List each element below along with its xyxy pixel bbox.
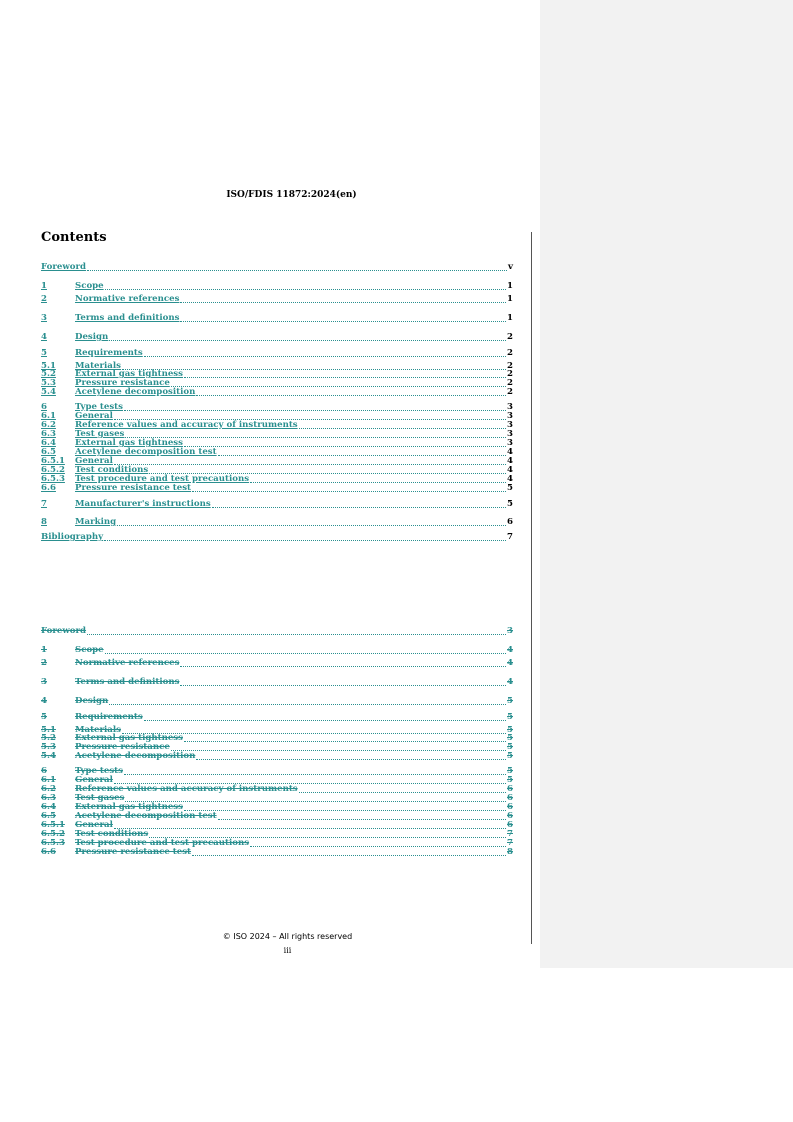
toc-entry-page: 3 — [507, 429, 513, 439]
toc-entry-page: 7 — [507, 838, 513, 848]
toc-entry-number: 6 — [41, 766, 47, 776]
toc-entry-title: Acetylene decomposition — [75, 387, 196, 397]
toc-entry-number: 6.5.2 — [41, 465, 65, 475]
toc-entry-number: 1 — [41, 281, 47, 291]
toc-entry-number: 1 — [41, 645, 47, 655]
toc-entry-title: External gas tightness — [75, 369, 183, 379]
toc-entry[interactable] — [41, 658, 513, 669]
page-number: iii — [283, 946, 292, 955]
toc-entry-title: Requirements — [75, 348, 143, 358]
toc-entry-number: 5.2 — [41, 733, 56, 743]
toc-entry-page: 4 — [507, 447, 513, 457]
toc-entry-number: 6.4 — [41, 438, 56, 448]
toc-entry-number: 6.4 — [41, 802, 56, 812]
toc-entry-page: 4 — [507, 456, 513, 466]
toc-entry-number: Foreword — [41, 626, 87, 636]
toc-entry-page: 5 — [507, 483, 513, 493]
toc-entry[interactable] — [41, 626, 513, 637]
toc-entry-page: 7 — [507, 829, 513, 839]
comment-pane — [540, 0, 793, 968]
toc-entry-page: 6 — [507, 820, 513, 830]
toc-entry-title: Reference values and accuracy of instruments — [75, 420, 298, 430]
toc-entry-page: 4 — [507, 677, 513, 687]
toc-entry-number: 6.1 — [41, 411, 56, 421]
toc-entry[interactable] — [41, 499, 513, 510]
toc-entry-page: 1 — [507, 294, 513, 304]
toc-leader-dots — [117, 525, 506, 526]
toc-leader-dots — [144, 720, 506, 721]
toc-entry-title: Acetylene decomposition test — [75, 811, 217, 821]
toc-entry-title: Type tests — [75, 402, 123, 412]
toc-entry-number: 5.3 — [41, 742, 56, 752]
toc-entry-number: 5.3 — [41, 378, 56, 388]
toc-entry-number: 6.5.2 — [41, 829, 65, 839]
toc-entry-number: 6.5.1 — [41, 820, 65, 830]
toc-entry-number: 6.5.3 — [41, 838, 65, 848]
toc-entry-title: Test conditions — [75, 829, 149, 839]
toc-entry-page: 3 — [507, 420, 513, 430]
toc-entry-page: 5 — [507, 725, 513, 735]
toc-entry-page: 6 — [507, 802, 513, 812]
toc-entry-page: 5 — [507, 733, 513, 743]
toc-entry-title: External gas tightness — [75, 733, 183, 743]
toc-entry-title: Normative references — [75, 294, 180, 304]
toc-entry-number: 8 — [41, 517, 47, 527]
toc-entry-page: 1 — [507, 313, 513, 323]
toc-leader-dots — [196, 395, 506, 396]
toc-entry-number: 5.1 — [41, 725, 56, 735]
toc-entry-page: 6 — [507, 811, 513, 821]
toc-entry[interactable] — [41, 313, 513, 324]
toc-entry-page: 5 — [507, 766, 513, 776]
toc-entry-number: 5.1 — [41, 361, 56, 371]
toc-entry-number: 6.2 — [41, 784, 56, 794]
toc-leader-dots — [87, 634, 506, 635]
toc-entry-page: 4 — [507, 645, 513, 655]
toc-entry-title: Design — [75, 696, 109, 706]
toc-entry-title: Acetylene decomposition test — [75, 447, 217, 457]
toc-entry-number: 6.6 — [41, 483, 56, 493]
toc-entry-number: 6.2 — [41, 420, 56, 430]
toc-entry[interactable] — [41, 532, 513, 543]
toc-entry-title: Marking — [75, 517, 117, 527]
toc-entry[interactable] — [41, 348, 513, 359]
toc-entry-number: 6.5.3 — [41, 474, 65, 484]
toc-entry-title: Materials — [75, 725, 121, 735]
toc-entry-number: 3 — [41, 677, 47, 687]
toc-entry-title: Pressure resistance — [75, 378, 170, 388]
toc-leader-dots — [180, 321, 506, 322]
toc-entry-number: 6.6 — [41, 847, 56, 857]
toc-entry-number: 4 — [41, 696, 47, 706]
toc-entry-page: 5 — [507, 742, 513, 752]
toc-entry-page: 5 — [507, 751, 513, 761]
toc-entry-title: External gas tightness — [75, 438, 183, 448]
toc-entry-title: Type tests — [75, 766, 123, 776]
toc-entry-number: 2 — [41, 294, 47, 304]
change-bar — [531, 232, 532, 944]
toc-leader-dots — [180, 666, 506, 667]
toc-entry-page: 5 — [507, 775, 513, 785]
toc-entry-title: Test gases — [75, 793, 125, 803]
contents-heading: Contents — [41, 230, 107, 245]
toc-entry-title: Test gases — [75, 429, 125, 439]
toc-entry-page: 2 — [507, 387, 513, 397]
toc-entry-title: Requirements — [75, 712, 143, 722]
toc-entry-title: General — [75, 456, 113, 466]
toc-entry[interactable] — [41, 847, 513, 858]
toc-entry-number: 7 — [41, 499, 47, 509]
toc-entry[interactable] — [41, 294, 513, 305]
document-header: ISO/FDIS 11872:2024(en) — [226, 190, 357, 200]
toc-entry-title: Pressure resistance test — [75, 847, 192, 857]
toc-entry-title: Scope — [75, 281, 104, 291]
toc-entry[interactable] — [41, 332, 513, 343]
toc-entry-number: 5.2 — [41, 369, 56, 379]
toc-entry-page: 5 — [507, 696, 513, 706]
toc-entry-number: 6.3 — [41, 793, 56, 803]
toc-entry-title: Terms and definitions — [75, 677, 180, 687]
toc-entry-page: 3 — [507, 402, 513, 412]
toc-entry-title: Design — [75, 332, 109, 342]
toc-entry-title: Pressure resistance — [75, 742, 170, 752]
toc-leader-dots — [212, 507, 506, 508]
toc-entry-page: 3 — [507, 626, 513, 636]
toc-entry-title: Scope — [75, 645, 104, 655]
toc-entry-number: 5.4 — [41, 751, 56, 761]
toc-entry-title: General — [75, 775, 113, 785]
toc-entry-page: 2 — [507, 332, 513, 342]
toc-entry-number: Bibliography — [41, 532, 104, 542]
toc-entry-page: 4 — [507, 658, 513, 668]
toc-entry-number: 5 — [41, 712, 47, 722]
toc-entry-number: 5 — [41, 348, 47, 358]
toc-entry-page: 8 — [507, 847, 513, 857]
copyright-notice: © ISO 2024 – All rights reserved — [222, 932, 353, 941]
toc-entry-title: General — [75, 411, 113, 421]
toc-entry-page: 6 — [507, 793, 513, 803]
toc-entry-title: Materials — [75, 361, 121, 371]
toc-leader-dots — [196, 759, 506, 760]
toc-entry-title: General — [75, 820, 113, 830]
toc-entry-title: Test procedure and test precautions — [75, 474, 250, 484]
toc-entry-title: External gas tightness — [75, 802, 183, 812]
toc-entry[interactable] — [41, 696, 513, 707]
toc-entry[interactable] — [41, 645, 513, 656]
toc-entry-title: Test conditions — [75, 465, 149, 475]
toc-entry-page: 5 — [507, 712, 513, 722]
toc-leader-dots — [109, 340, 506, 341]
toc-entry-page: v — [508, 262, 513, 272]
toc-entry[interactable] — [41, 677, 513, 688]
toc-entry-page: 2 — [507, 361, 513, 371]
toc-entry-title: Pressure resistance test — [75, 483, 192, 493]
toc-entry-number: 6.5.1 — [41, 456, 65, 466]
toc-entry-page: 4 — [507, 474, 513, 484]
toc-entry-page: 4 — [507, 465, 513, 475]
toc-leader-dots — [109, 704, 506, 705]
toc-entry[interactable] — [41, 262, 513, 273]
toc-entry-page: 6 — [507, 517, 513, 527]
toc-entry-number: 2 — [41, 658, 47, 668]
toc-entry-page: 3 — [507, 438, 513, 448]
toc-entry-page: 2 — [507, 369, 513, 379]
toc-entry-page: 6 — [507, 784, 513, 794]
toc-entry[interactable] — [41, 712, 513, 723]
toc-entry-page: 2 — [507, 378, 513, 388]
toc-entry-title: Acetylene decomposition — [75, 751, 196, 761]
toc-entry-title: Normative references — [75, 658, 180, 668]
toc-entry[interactable] — [41, 517, 513, 528]
toc-entry-number: 6.1 — [41, 775, 56, 785]
toc-entry-page: 5 — [507, 499, 513, 509]
toc-entry-page: 2 — [507, 348, 513, 358]
toc-leader-dots — [144, 356, 506, 357]
toc-leader-dots — [192, 491, 506, 492]
toc-entry[interactable] — [41, 751, 513, 762]
toc-leader-dots — [105, 289, 506, 290]
toc-entry-page: 7 — [507, 532, 513, 542]
toc-entry[interactable] — [41, 387, 513, 398]
toc-entry-page: 1 — [507, 281, 513, 291]
toc-entry-number: 3 — [41, 313, 47, 323]
toc-leader-dots — [192, 855, 506, 856]
toc-entry-title: Test procedure and test precautions — [75, 838, 250, 848]
toc-entry-number: 6.3 — [41, 429, 56, 439]
toc-entry-number: 4 — [41, 332, 47, 342]
toc-leader-dots — [180, 302, 506, 303]
toc-entry-page: 3 — [507, 411, 513, 421]
toc-leader-dots — [180, 685, 506, 686]
toc-entry-number: 6.5 — [41, 447, 56, 457]
toc-entry[interactable] — [41, 281, 513, 292]
toc-entry-title: Reference values and accuracy of instruments — [75, 784, 298, 794]
toc-entry-title: Terms and definitions — [75, 313, 180, 323]
toc-leader-dots — [105, 653, 506, 654]
toc-leader-dots — [104, 540, 506, 541]
toc-entry-number: 5.4 — [41, 387, 56, 397]
toc-entry-title: Manufacturer's instructions — [75, 499, 211, 509]
toc-entry[interactable] — [41, 483, 513, 494]
toc-entry-number: 6.5 — [41, 811, 56, 821]
toc-leader-dots — [87, 270, 507, 271]
toc-entry-number: Foreword — [41, 262, 87, 272]
toc-entry-number: 6 — [41, 402, 47, 412]
